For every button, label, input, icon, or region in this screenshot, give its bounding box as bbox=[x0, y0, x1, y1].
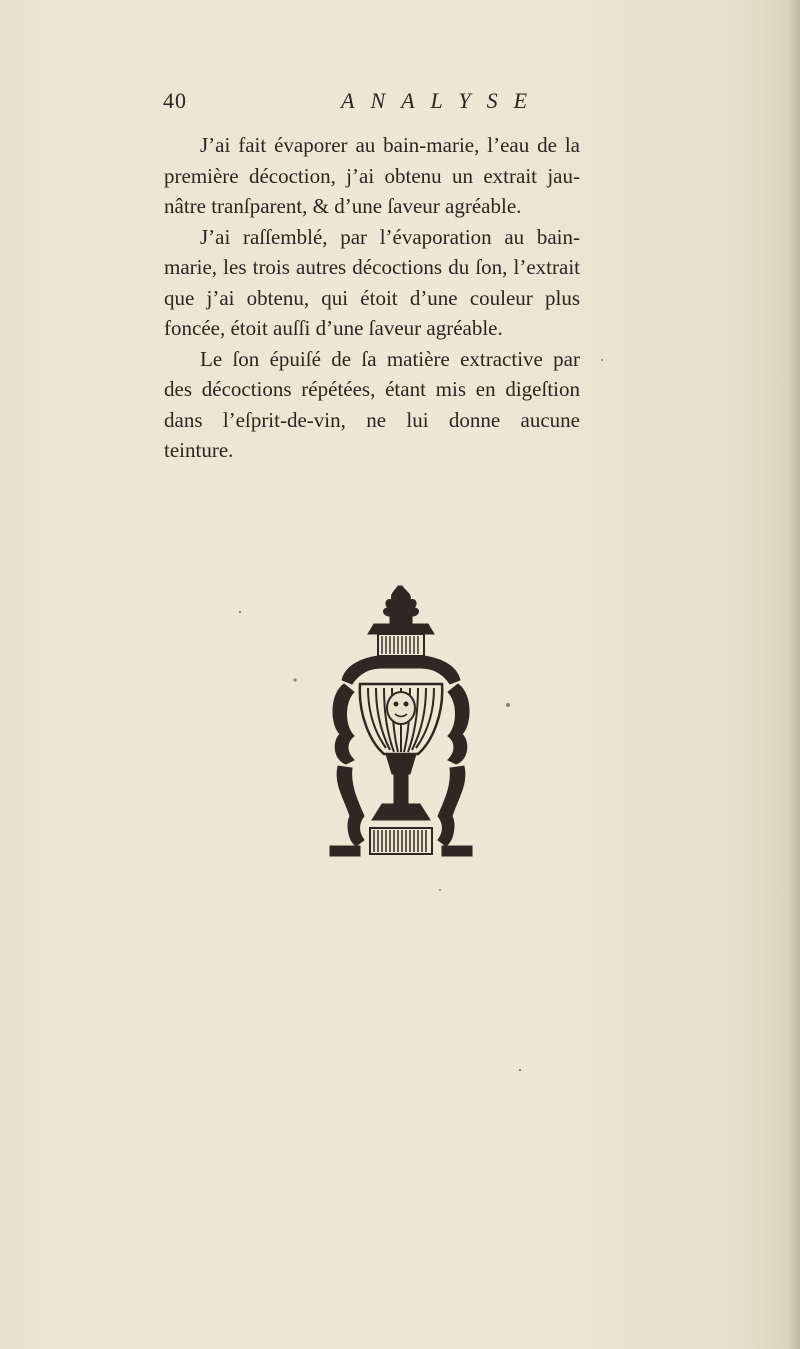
page-edge-shadow bbox=[786, 0, 800, 1349]
text-line: des décoctions répétées, étant mis en digeſtion bbox=[164, 377, 580, 401]
running-head bbox=[163, 88, 603, 122]
text-line: marie, les trois autres décoctions du ſon, l’extrait bbox=[164, 255, 580, 279]
text-line: teinture. bbox=[164, 438, 234, 462]
text-line: J’ai fait évaporer au bain-marie, l’eau de la bbox=[200, 133, 580, 157]
urn-vignette-icon bbox=[324, 584, 478, 858]
paragraph-1 bbox=[164, 130, 580, 222]
text-line: nâtre tranſparent, & d’une ſaveur agréable. bbox=[164, 194, 522, 218]
running-head-title: ANALYSE bbox=[341, 88, 544, 113]
text-line: dans l’eſprit-de-vin, ne lui donne aucune bbox=[164, 407, 580, 432]
page-number: 40 bbox=[163, 88, 187, 113]
paragraph-3 bbox=[164, 344, 580, 466]
text-line: foncée, étoit auſſi d’une ſaveur agréable. bbox=[164, 316, 503, 340]
text-line: J’ai raſſemblé, par l’évaporation au bain- bbox=[200, 224, 580, 249]
text-line: Le ſon épuiſé de ſa matière extractive par bbox=[200, 346, 580, 371]
text-line: que j’ai obtenu, qui étoit d’une couleur plus bbox=[164, 285, 580, 310]
body-text bbox=[164, 130, 580, 466]
paragraph-2 bbox=[164, 222, 580, 344]
text-line: première décoction, j’ai obtenu un extrait jau- bbox=[164, 163, 580, 188]
